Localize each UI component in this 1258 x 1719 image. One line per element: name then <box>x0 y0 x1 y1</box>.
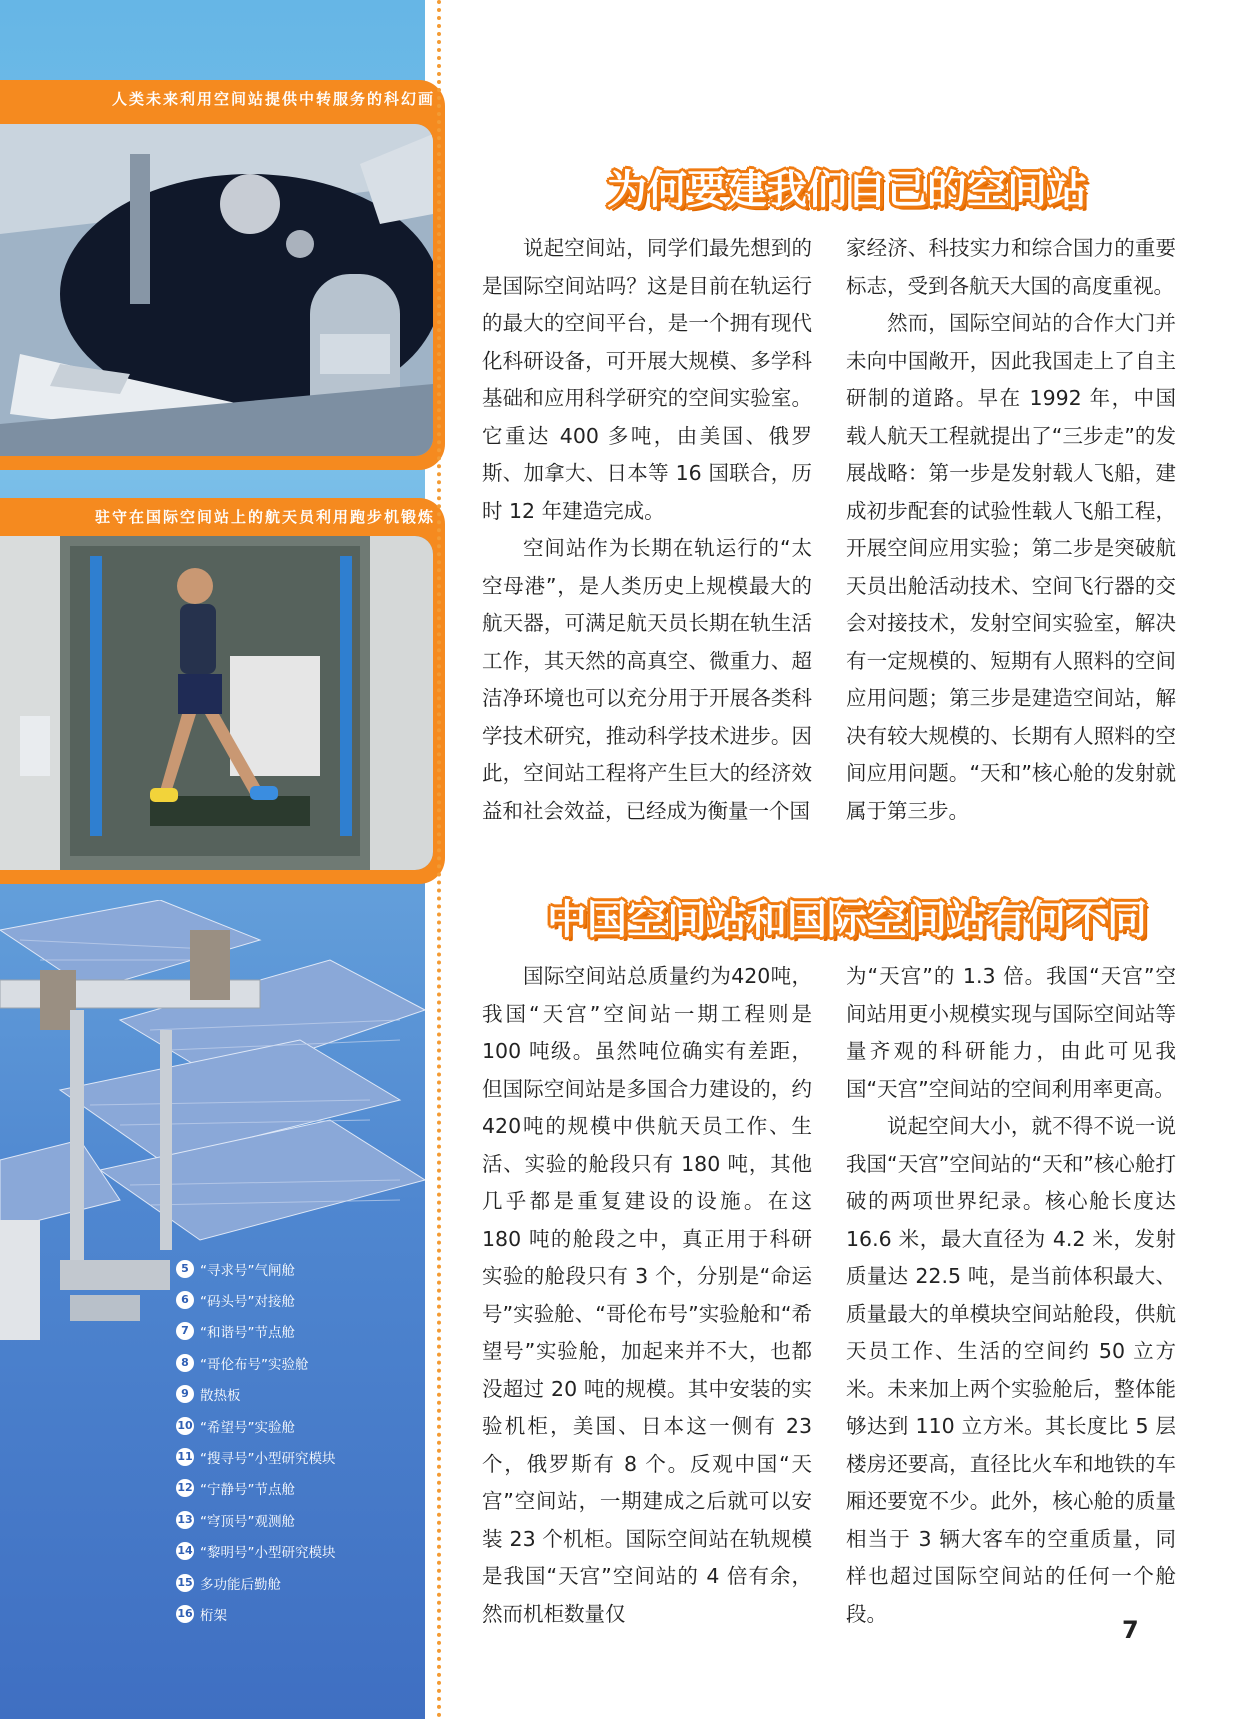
legend-number: 7 <box>176 1322 194 1340</box>
legend-item <box>176 1284 336 1315</box>
paragraph: 国际空间站总质量约为420吨，我国“天宫”空间站一期工程则是 100 吨级。虽然吨位确实有差距，但国际空间站是多国合力建设的，约 420吨的规模中供航天员工作、生活、实验的舱段只有 180 吨，其他几乎都是重复建设的设施。在这 180 吨的舱段之中，真正用于科研实验的舱段只有 3 个，分别是“命运号”实验舱、“哥伦布号”实验舱和“希望号”实验舱，加起来并不大，也都没超过 20 吨的规模。其中安装的实验机柜，美国、日本这一侧有 23 个，俄罗斯有 8 个。反观中国“天宫”空间站，一期建成之后就可以安装 23 个机柜。国际空间站在轨规模是我国“天宫”空间站的 4 倍有余，然而机柜数量仅 <box>482 964 812 1626</box>
legend-number: 16 <box>176 1605 194 1623</box>
legend-item <box>176 1504 336 1535</box>
legend-item <box>176 1473 336 1504</box>
paragraph: 说起空间站，同学们最先想到的是国际空间站吗？这是目前在轨运行的最大的空间平台，是一个拥有现代化科研设备，可开展大规模、多学科基础和应用科学研究的空间实验室。它重达 400 多吨，由美国、俄罗斯、加拿大、日本等 16 国联合，历时 12 年建造完成。 <box>482 236 812 523</box>
legend-number: 5 <box>176 1260 194 1278</box>
legend-item <box>176 1379 336 1410</box>
section-heading-differences: 中国空间站和国际空间站有何不同 <box>547 897 1147 943</box>
legend-label: “宁静号”节点舱 <box>200 1482 295 1499</box>
treadmill-photo-caption: 驻守在国际空间站上的航天员利用跑步机锻炼 <box>94 508 435 526</box>
legend-item <box>176 1567 336 1598</box>
module-legend <box>176 1253 336 1630</box>
legend-number: 6 <box>176 1291 194 1309</box>
paragraph: 空间站作为长期在轨运行的“太空母港”，是人类历史上规模最大的航天器，可满足航天员长期在轨生活工作，其天然的高真空、微重力、超洁净环境也可以充分用于开展各类科学技术研究，推动科学技术进步。因此，空间站工程将产生巨大的经济效益和社会效益，已经成为衡量一个国 <box>482 536 812 823</box>
paragraph: 家经济、科技实力和综合国力的重要标志，受到各航天大国的高度重视。 <box>846 236 1176 298</box>
scifi-space-station-illustration <box>0 124 433 456</box>
paragraph: 为“天宫”的 1.3 倍。我国“天宫”空间站用更小规模实现与国际空间站等量齐观的科研能力，由此可见我国“天宫”空间站的空间利用率更高。 <box>846 964 1176 1101</box>
legend-number: 12 <box>176 1479 194 1497</box>
legend-item <box>176 1316 336 1347</box>
left-sidebar-panel <box>0 0 435 1719</box>
paragraph: 然而，国际空间站的合作大门并未向中国敞开，因此我国走上了自主研制的道路。早在 1992 年，中国载人航天工程就提出了“三步走”的发展战略：第一步是发射载人飞船，建成初步配套的试验性载人飞船工程，开展空间应用实验；第二步是突破航天员出舱活动技术、空间飞行器的交会对接技术，发射空间实验室，解决有一定规模的、短期有人照料的空间应用问题；第三步是建造空间站，解决有较大规模的、长期有人照料的空间应用问题。“天和”核心舱的发射就属于第三步。 <box>846 311 1176 823</box>
legend-label: “哥伦布号”实验舱 <box>200 1356 309 1373</box>
section-heading-why-build: 为何要建我们自己的空间站 <box>607 167 1087 213</box>
astronaut-treadmill-photo <box>0 536 433 870</box>
section2-column-right <box>846 958 1176 1633</box>
section2-column-left <box>482 958 812 1633</box>
page-number: 7 <box>1122 1616 1139 1644</box>
legend-label: “和谐号”节点舱 <box>200 1325 295 1342</box>
legend-item <box>176 1253 336 1284</box>
legend-item <box>176 1536 336 1567</box>
legend-number: 10 <box>176 1417 194 1435</box>
legend-item <box>176 1347 336 1378</box>
legend-item <box>176 1410 336 1441</box>
legend-number: 13 <box>176 1511 194 1529</box>
legend-number: 9 <box>176 1385 194 1403</box>
legend-number: 14 <box>176 1542 194 1560</box>
scifi-photo-card <box>0 80 445 470</box>
legend-label: “黎明号”小型研究模块 <box>200 1545 336 1562</box>
legend-number: 11 <box>176 1448 194 1466</box>
legend-label: 桁架 <box>200 1607 227 1624</box>
legend-label: “码头号”对接舱 <box>200 1294 295 1311</box>
legend-label: 散热板 <box>200 1388 241 1405</box>
legend-number: 15 <box>176 1574 194 1592</box>
dotted-divider <box>437 0 441 1719</box>
scifi-photo-caption: 人类未来利用空间站提供中转服务的科幻画 <box>111 90 435 108</box>
legend-label: “寻求号”气闸舱 <box>200 1262 295 1279</box>
legend-label: “希望号”实验舱 <box>200 1419 295 1436</box>
legend-number: 8 <box>176 1354 194 1372</box>
legend-label: 多功能后勤舱 <box>200 1576 281 1593</box>
section1-column-right <box>846 230 1176 830</box>
legend-label: “穹顶号”观测舱 <box>200 1513 295 1530</box>
section1-column-left <box>482 230 812 830</box>
legend-item <box>176 1598 336 1629</box>
paragraph: 说起空间大小，就不得不说一说我国“天宫”空间站的“天和”核心舱打破的两项世界纪录。核心舱长度达 16.6 米，最大直径为 4.2 米，发射质量达 22.5 吨，是当前体积最大、质量最大的单模块空间站舱段，供航天员工作、生活的空间约 50 立方米。未来加上两个实验舱后，整体能够达到 110 立方米。其长度比 5 层楼房还要高，直径比火车和地铁的车厢还要宽不少。此外，核心舱的质量相当于 3 辆大客车的空重质量，同样也超过国际空间站的任何一个舱段。 <box>846 1114 1176 1626</box>
legend-item <box>176 1441 336 1472</box>
treadmill-photo-card <box>0 498 445 884</box>
legend-label: “搜寻号”小型研究模块 <box>200 1451 336 1468</box>
